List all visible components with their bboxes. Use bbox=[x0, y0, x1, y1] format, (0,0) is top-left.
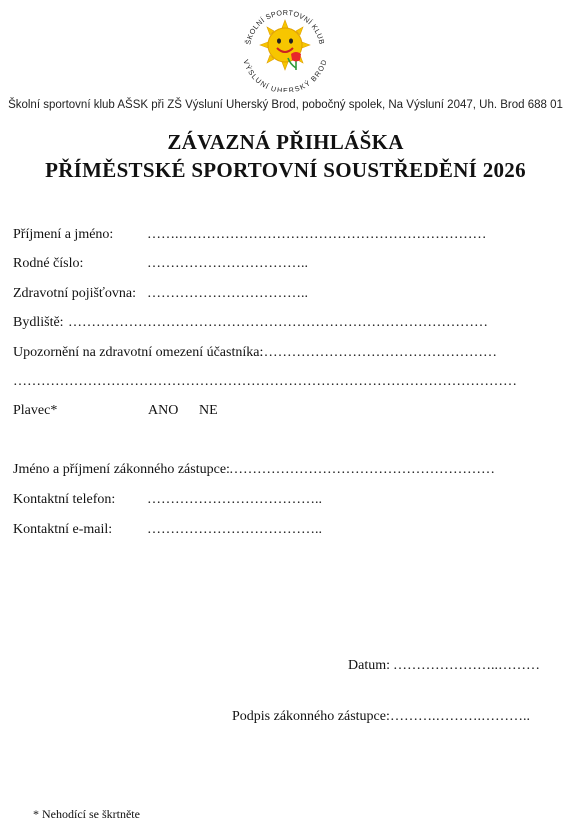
form-subtitle: PŘÍMĚSTSKÉ SPORTOVNÍ SOUSTŘEDĚNÍ 2026 bbox=[45, 158, 526, 182]
form-title: ZÁVAZNÁ PŘIHLÁŠKA bbox=[167, 130, 404, 154]
date-field[interactable]: …………………..……… bbox=[393, 658, 540, 673]
health-field[interactable]: …………………………………………… bbox=[259, 345, 497, 360]
phone-label: Kontaktní telefon: bbox=[13, 492, 116, 507]
signature-label: Podpis zákonného zástupce: bbox=[232, 709, 390, 724]
health-field-line2[interactable]: ……………………………………………………………………………………………… bbox=[13, 374, 517, 389]
club-logo bbox=[226, 0, 344, 92]
phone-field[interactable]: ……………………………….. bbox=[147, 492, 322, 507]
guardian-field[interactable]: ………………………………………………… bbox=[229, 462, 495, 477]
health-label: Upozornění na zdravotní omezení účastníka: bbox=[13, 345, 264, 360]
insurance-field[interactable]: …………………………….. bbox=[147, 286, 308, 301]
address-field[interactable]: ……………………………………………………………………………… bbox=[68, 315, 488, 330]
footnote: * Nehodící se škrtněte bbox=[33, 807, 140, 821]
swimmer-label: Plavec* bbox=[13, 403, 58, 418]
insurance-label: Zdravotní pojišťovna: bbox=[13, 286, 137, 301]
signature-field[interactable]: ……….……….……….. bbox=[390, 709, 530, 724]
swimmer-yes-option[interactable]: ANO bbox=[148, 403, 179, 418]
birth-number-field[interactable]: …………………………….. bbox=[147, 256, 308, 271]
logo-text-top: ŠKOLNÍ SPORTOVNÍ KLUB bbox=[243, 7, 327, 46]
sun-logo-icon bbox=[226, 0, 344, 92]
swimmer-no-option[interactable]: NE bbox=[199, 403, 218, 418]
name-field[interactable]: …….………………………………………………………… bbox=[147, 227, 487, 242]
birth-number-label: Rodné číslo: bbox=[13, 256, 84, 271]
name-label: Příjmení a jméno: bbox=[13, 227, 114, 242]
logo-text-bottom: VÝSLUNÍ UHERSKÝ BROD bbox=[241, 58, 329, 92]
guardian-label: Jméno a příjmení zákonného zástupce: bbox=[13, 462, 230, 477]
email-field[interactable]: ……………………………….. bbox=[147, 522, 322, 537]
organization-line: Školní sportovní klub AŠSK při ZŠ Výsluní Uherský Brod, pobočný spolek, Na Výsluní 2047, Uh. Brod 688 01 bbox=[8, 99, 563, 111]
email-label: Kontaktní e-mail: bbox=[13, 522, 113, 537]
date-label: Datum: bbox=[348, 658, 390, 673]
address-label: Bydliště: bbox=[13, 315, 64, 330]
